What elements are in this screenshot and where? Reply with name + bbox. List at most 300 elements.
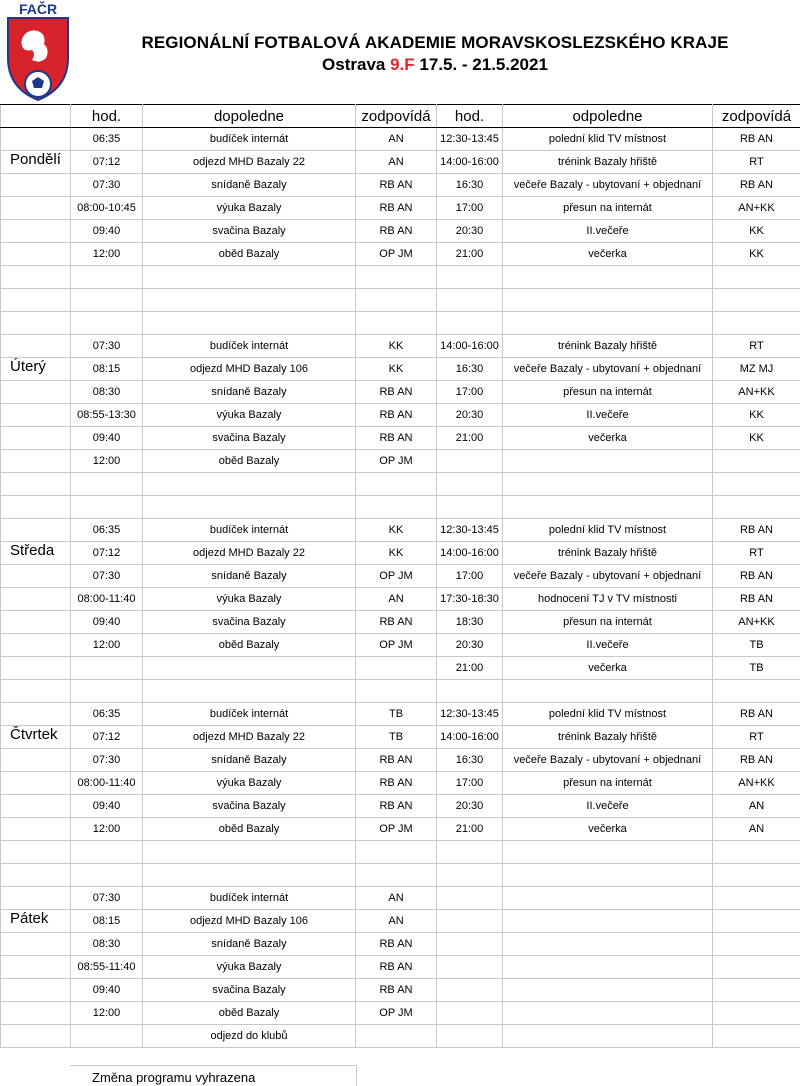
table-cell: 14:00-16:00 — [437, 335, 503, 358]
header-day-cell — [1, 105, 71, 128]
table-cell: 07:12 — [71, 726, 143, 749]
table-cell: večerka — [503, 657, 713, 680]
table-cell — [503, 496, 713, 519]
table-cell: trénink Bazaly hřiště — [503, 542, 713, 565]
table-cell: OP JM — [356, 243, 437, 266]
table-cell — [437, 1025, 503, 1048]
day-cell — [1, 933, 71, 956]
table-cell — [71, 496, 143, 519]
table-cell: 16:30 — [437, 749, 503, 772]
table-cell: 12:00 — [71, 634, 143, 657]
table-cell: KK — [713, 427, 800, 450]
table-cell — [437, 910, 503, 933]
table-cell — [437, 1002, 503, 1025]
table-cell: II.večeře — [503, 404, 713, 427]
table-cell — [437, 887, 503, 910]
table-cell — [713, 312, 800, 335]
table-cell: 07:30 — [71, 887, 143, 910]
table-cell — [503, 887, 713, 910]
table-row — [1, 956, 800, 979]
table-cell: 12:00 — [71, 818, 143, 841]
table-cell — [503, 680, 713, 703]
subtitle-date-range: 17.5. - 21.5.2021 — [415, 55, 548, 74]
table-cell: AN — [713, 818, 800, 841]
day-label-cell — [1, 726, 71, 749]
table-cell: odjezd MHD Bazaly 22 — [143, 726, 356, 749]
table-cell — [503, 979, 713, 1002]
table-cell: 12:30-13:45 — [437, 519, 503, 542]
table-cell — [503, 956, 713, 979]
table-cell — [503, 933, 713, 956]
table-cell: výuka Bazaly — [143, 772, 356, 795]
table-cell: 18:30 — [437, 611, 503, 634]
table-cell — [503, 1002, 713, 1025]
table-cell — [503, 266, 713, 289]
table-cell: polední klid TV místnost — [503, 519, 713, 542]
table-cell: 20:30 — [437, 220, 503, 243]
table-cell: 12:00 — [71, 450, 143, 473]
table-cell — [503, 910, 713, 933]
table-cell — [713, 680, 800, 703]
table-cell: AN+KK — [713, 381, 800, 404]
day-cell — [1, 243, 71, 266]
table-cell: AN+KK — [713, 611, 800, 634]
page-header — [0, 0, 800, 104]
table-row — [1, 772, 800, 795]
table-cell: RB AN — [356, 795, 437, 818]
page-title: REGIONÁLNÍ FOTBALOVÁ AKADEMIE MORAVSKOSLEZSKÉHO KRAJE — [70, 33, 800, 53]
day-cell — [1, 1025, 71, 1048]
table-cell: snídaně Bazaly — [143, 749, 356, 772]
table-row — [1, 174, 800, 197]
table-cell — [503, 473, 713, 496]
table-cell: AN — [356, 910, 437, 933]
table-cell: oběd Bazaly — [143, 1002, 356, 1025]
table-cell: 08:00-10:45 — [71, 197, 143, 220]
table-row — [1, 335, 800, 358]
table-cell: večerka — [503, 243, 713, 266]
table-cell: budíček internát — [143, 128, 356, 151]
table-cell — [356, 864, 437, 887]
table-cell: 07:30 — [71, 749, 143, 772]
table-cell — [503, 312, 713, 335]
class-label: 9.F — [390, 55, 415, 74]
column-header: hod. — [437, 105, 503, 128]
day-cell — [1, 128, 71, 151]
table-row — [1, 680, 800, 703]
table-cell — [143, 841, 356, 864]
day-label: Pondělí — [10, 151, 61, 168]
table-cell: 21:00 — [437, 427, 503, 450]
table-cell: večerka — [503, 818, 713, 841]
table-row — [1, 634, 800, 657]
day-cell — [1, 174, 71, 197]
table-cell: přesun na internát — [503, 381, 713, 404]
table-cell: OP JM — [356, 818, 437, 841]
table-cell: KK — [356, 519, 437, 542]
table-cell: OP JM — [356, 634, 437, 657]
table-row — [1, 312, 800, 335]
table-cell: II.večeře — [503, 795, 713, 818]
table-row — [1, 565, 800, 588]
table-row — [1, 726, 800, 749]
table-cell: 07:12 — [71, 151, 143, 174]
day-cell — [1, 266, 71, 289]
table-cell — [713, 1002, 800, 1025]
table-cell: přesun na internát — [503, 611, 713, 634]
table-cell — [356, 657, 437, 680]
table-cell: 09:40 — [71, 220, 143, 243]
table-cell: hodnocení TJ v TV místnosti — [503, 588, 713, 611]
table-cell: snídaně Bazaly — [143, 565, 356, 588]
day-cell — [1, 841, 71, 864]
table-cell: 07:12 — [71, 542, 143, 565]
table-cell: budíček internát — [143, 335, 356, 358]
day-cell — [1, 335, 71, 358]
table-cell: výuka Bazaly — [143, 197, 356, 220]
table-cell: MZ MJ — [713, 358, 800, 381]
schedule-table — [0, 104, 800, 1048]
table-cell — [356, 1025, 437, 1048]
table-cell — [437, 473, 503, 496]
day-cell — [1, 772, 71, 795]
table-row — [1, 1025, 800, 1048]
table-cell — [713, 266, 800, 289]
table-cell — [143, 312, 356, 335]
table-cell: RB AN — [713, 565, 800, 588]
table-row — [1, 450, 800, 473]
table-cell: TB — [356, 703, 437, 726]
day-cell — [1, 979, 71, 1002]
table-cell: odjezd MHD Bazaly 22 — [143, 542, 356, 565]
footer-note — [70, 1065, 357, 1086]
day-cell — [1, 381, 71, 404]
table-cell: 08:00-11:40 — [71, 772, 143, 795]
table-row — [1, 381, 800, 404]
table-cell: výuka Bazaly — [143, 956, 356, 979]
table-cell: 12:30-13:45 — [437, 128, 503, 151]
day-cell — [1, 404, 71, 427]
day-cell — [1, 680, 71, 703]
table-cell: KK — [356, 335, 437, 358]
table-cell — [437, 312, 503, 335]
table-cell: budíček internát — [143, 887, 356, 910]
table-cell: snídaně Bazaly — [143, 381, 356, 404]
table-cell: trénink Bazaly hřiště — [503, 726, 713, 749]
day-cell — [1, 749, 71, 772]
table-cell — [713, 289, 800, 312]
column-header: hod. — [71, 105, 143, 128]
day-label: Čtvrtek — [10, 726, 58, 743]
table-cell — [503, 1025, 713, 1048]
column-header: dopoledne — [143, 105, 356, 128]
table-cell: RB AN — [356, 404, 437, 427]
day-label: Středa — [10, 542, 54, 559]
table-cell: 09:40 — [71, 611, 143, 634]
page-subtitle — [70, 55, 800, 75]
table-cell: 16:30 — [437, 174, 503, 197]
table-cell: výuka Bazaly — [143, 404, 356, 427]
day-cell — [1, 312, 71, 335]
table-cell: oběd Bazaly — [143, 818, 356, 841]
table-cell: odjezd MHD Bazaly 22 — [143, 151, 356, 174]
table-cell — [143, 289, 356, 312]
table-cell: KK — [713, 404, 800, 427]
table-cell: 06:35 — [71, 128, 143, 151]
table-cell — [437, 680, 503, 703]
table-cell: RB AN — [713, 174, 800, 197]
table-cell: RB AN — [356, 772, 437, 795]
table-cell: TB — [713, 634, 800, 657]
table-cell: svačina Bazaly — [143, 220, 356, 243]
table-row — [1, 404, 800, 427]
table-cell: OP JM — [356, 1002, 437, 1025]
table-cell — [143, 266, 356, 289]
table-cell — [437, 864, 503, 887]
table-cell — [71, 266, 143, 289]
table-cell — [437, 266, 503, 289]
table-cell — [503, 289, 713, 312]
table-cell: 14:00-16:00 — [437, 726, 503, 749]
table-cell: 17:00 — [437, 565, 503, 588]
table-cell — [503, 450, 713, 473]
table-cell: 09:40 — [71, 795, 143, 818]
table-cell: 08:00-11:40 — [71, 588, 143, 611]
table-row — [1, 289, 800, 312]
facr-logo — [0, 0, 76, 104]
table-cell — [71, 1025, 143, 1048]
day-cell — [1, 496, 71, 519]
table-cell: večeře Bazaly - ubytovaní + objednaní — [503, 565, 713, 588]
day-cell — [1, 864, 71, 887]
table-cell — [71, 289, 143, 312]
day-cell — [1, 473, 71, 496]
table-cell: 21:00 — [437, 818, 503, 841]
day-label-cell — [1, 151, 71, 174]
table-row — [1, 1002, 800, 1025]
table-cell: 08:15 — [71, 910, 143, 933]
table-cell — [713, 841, 800, 864]
table-cell: AN — [356, 151, 437, 174]
day-cell — [1, 519, 71, 542]
table-cell: RB AN — [356, 611, 437, 634]
table-row — [1, 496, 800, 519]
table-row — [1, 887, 800, 910]
table-cell — [71, 841, 143, 864]
table-cell: 07:30 — [71, 335, 143, 358]
day-cell — [1, 634, 71, 657]
day-cell — [1, 588, 71, 611]
table-cell: budíček internát — [143, 703, 356, 726]
day-cell — [1, 887, 71, 910]
table-row — [1, 864, 800, 887]
table-cell — [713, 864, 800, 887]
table-cell — [713, 956, 800, 979]
table-cell: polední klid TV místnost — [503, 128, 713, 151]
day-cell — [1, 565, 71, 588]
table-cell: TB — [713, 657, 800, 680]
table-cell: 07:30 — [71, 565, 143, 588]
table-cell — [437, 289, 503, 312]
footer-text: Změna programu vyhrazena — [92, 1070, 255, 1085]
table-cell: svačina Bazaly — [143, 611, 356, 634]
table-cell — [143, 657, 356, 680]
table-row — [1, 128, 800, 151]
table-cell: trénink Bazaly hřiště — [503, 151, 713, 174]
day-label-cell — [1, 542, 71, 565]
table-cell — [437, 841, 503, 864]
table-row — [1, 151, 800, 174]
table-cell: OP JM — [356, 450, 437, 473]
table-cell: RT — [713, 542, 800, 565]
table-cell — [356, 496, 437, 519]
column-header: zodpovídá — [356, 105, 437, 128]
table-cell: 12:30-13:45 — [437, 703, 503, 726]
subtitle-prefix: Ostrava — [322, 55, 390, 74]
table-cell: 08:55-11:40 — [71, 956, 143, 979]
table-cell: RB AN — [356, 933, 437, 956]
table-cell: večeře Bazaly - ubytovaní + objednaní — [503, 174, 713, 197]
table-cell: 21:00 — [437, 243, 503, 266]
table-cell — [356, 289, 437, 312]
table-cell: polední klid TV místnost — [503, 703, 713, 726]
day-label-cell — [1, 358, 71, 381]
table-cell: odjezd MHD Bazaly 106 — [143, 910, 356, 933]
table-cell — [713, 473, 800, 496]
table-cell: odjezd MHD Bazaly 106 — [143, 358, 356, 381]
day-label: Úterý — [10, 358, 46, 375]
table-cell: 20:30 — [437, 795, 503, 818]
table-row — [1, 473, 800, 496]
table-cell: AN — [713, 795, 800, 818]
table-cell: oběd Bazaly — [143, 243, 356, 266]
table-cell — [503, 864, 713, 887]
table-cell — [713, 979, 800, 1002]
table-cell: 08:30 — [71, 381, 143, 404]
table-cell: AN — [356, 588, 437, 611]
day-cell — [1, 1002, 71, 1025]
table-row — [1, 703, 800, 726]
day-cell — [1, 427, 71, 450]
table-row — [1, 588, 800, 611]
table-cell: KK — [356, 542, 437, 565]
table-cell: večeře Bazaly - ubytovaní + objednaní — [503, 749, 713, 772]
table-cell: RB AN — [713, 128, 800, 151]
table-cell: 09:40 — [71, 427, 143, 450]
table-cell — [356, 841, 437, 864]
table-cell — [356, 312, 437, 335]
table-cell — [437, 450, 503, 473]
day-cell — [1, 289, 71, 312]
table-cell: večeře Bazaly - ubytovaní + objednaní — [503, 358, 713, 381]
day-cell — [1, 611, 71, 634]
table-cell: 12:00 — [71, 1002, 143, 1025]
day-cell — [1, 220, 71, 243]
table-cell: OP JM — [356, 565, 437, 588]
table-cell: RT — [713, 726, 800, 749]
table-cell: 08:30 — [71, 933, 143, 956]
table-cell: přesun na internát — [503, 772, 713, 795]
table-cell: 17:00 — [437, 381, 503, 404]
table-cell — [713, 933, 800, 956]
table-cell: svačina Bazaly — [143, 979, 356, 1002]
table-cell: 06:35 — [71, 703, 143, 726]
table-cell: II.večeře — [503, 634, 713, 657]
table-row — [1, 818, 800, 841]
table-cell: RB AN — [713, 588, 800, 611]
table-cell — [713, 910, 800, 933]
table-cell — [356, 266, 437, 289]
table-cell: KK — [713, 243, 800, 266]
logo-text: FAČR — [19, 0, 57, 17]
table-cell — [143, 473, 356, 496]
table-cell — [503, 841, 713, 864]
table-cell — [71, 657, 143, 680]
table-cell: 16:30 — [437, 358, 503, 381]
table-cell: snídaně Bazaly — [143, 933, 356, 956]
table-cell: svačina Bazaly — [143, 427, 356, 450]
table-cell: 14:00-16:00 — [437, 151, 503, 174]
table-cell: oběd Bazaly — [143, 634, 356, 657]
table-cell — [143, 680, 356, 703]
column-header: zodpovídá — [713, 105, 800, 128]
table-cell: AN — [356, 128, 437, 151]
table-cell — [143, 496, 356, 519]
table-cell: 17:30-18:30 — [437, 588, 503, 611]
table-row — [1, 979, 800, 1002]
table-cell: KK — [713, 220, 800, 243]
table-cell — [713, 887, 800, 910]
table-cell — [71, 312, 143, 335]
table-cell: 06:35 — [71, 519, 143, 542]
column-header: odpoledne — [503, 105, 713, 128]
table-cell — [71, 864, 143, 887]
table-cell: 08:55-13:30 — [71, 404, 143, 427]
table-cell: 17:00 — [437, 772, 503, 795]
table-cell: výuka Bazaly — [143, 588, 356, 611]
table-cell: 21:00 — [437, 657, 503, 680]
table-cell — [713, 496, 800, 519]
table-cell: 09:40 — [71, 979, 143, 1002]
table-row — [1, 611, 800, 634]
table-cell: odjezd do klubů — [143, 1025, 356, 1048]
table-cell: AN — [356, 887, 437, 910]
day-label-cell — [1, 910, 71, 933]
table-cell: RB AN — [356, 174, 437, 197]
table-cell — [437, 496, 503, 519]
table-row — [1, 427, 800, 450]
table-cell: 17:00 — [437, 197, 503, 220]
table-cell: snídaně Bazaly — [143, 174, 356, 197]
table-row — [1, 542, 800, 565]
table-cell — [437, 979, 503, 1002]
table-cell: AN+KK — [713, 197, 800, 220]
table-cell: 07:30 — [71, 174, 143, 197]
table-cell: 12:00 — [71, 243, 143, 266]
table-cell: přesun na internát — [503, 197, 713, 220]
table-cell — [356, 680, 437, 703]
table-row — [1, 243, 800, 266]
table-row — [1, 841, 800, 864]
table-cell: svačina Bazaly — [143, 795, 356, 818]
table-cell: KK — [356, 358, 437, 381]
table-row — [1, 795, 800, 818]
table-cell: AN+KK — [713, 772, 800, 795]
day-cell — [1, 956, 71, 979]
table-cell: oběd Bazaly — [143, 450, 356, 473]
table-cell: 20:30 — [437, 404, 503, 427]
table-row — [1, 519, 800, 542]
